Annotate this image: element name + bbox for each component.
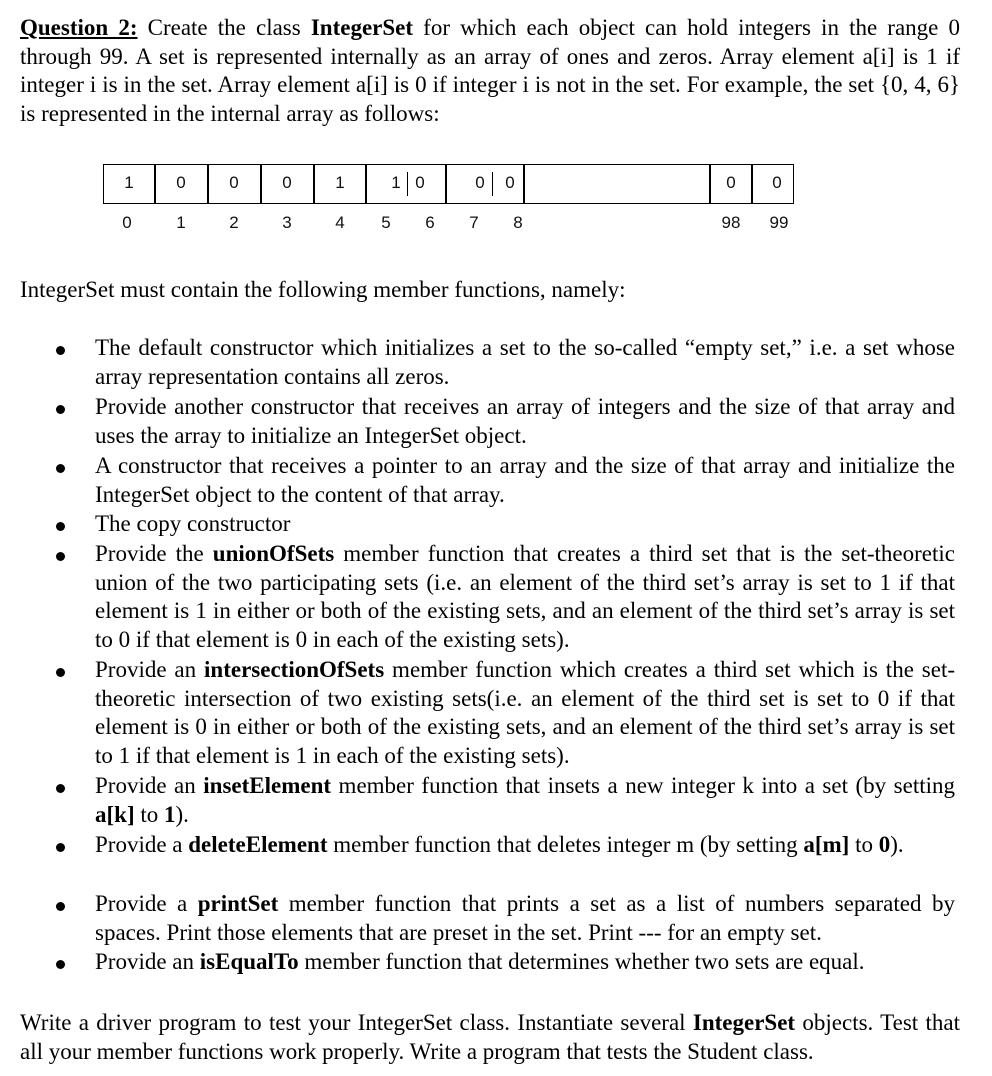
bullet-icon [56, 552, 65, 561]
array-value: 1 [391, 173, 401, 192]
bullet-icon [56, 843, 65, 852]
question-label: Question 2: [20, 15, 138, 40]
cell-divider [492, 172, 493, 196]
list-item: A constructor that receives a pointer to an array and the size of that array and initialize the IntegerSet object to the content of that array. [95, 452, 955, 509]
array-value: 1 [335, 173, 345, 192]
array-value: 0 [176, 173, 186, 192]
intro-text-1: Create the class [137, 15, 311, 40]
bullet-icon [56, 784, 65, 793]
function-name: insetElement [203, 773, 332, 798]
array-index: 6 [425, 213, 435, 232]
array-index: 7 [469, 213, 479, 232]
list-item: The copy constructor [95, 510, 955, 539]
array-value: 0 [229, 173, 239, 192]
bullet-icon [56, 346, 65, 355]
array-value: 0 [772, 173, 782, 192]
list-item: Provide another constructor that receives an array of integers and the size of that array and uses the array to initialize an IntegerSet object. [95, 393, 955, 450]
list-item: Provide the unionOfSets member function that creates a third set that is the set-theoretic union of the two participating sets (i.e. an element of the third set’s array is set to 1 if that element is 1 in either or both of the existing sets, and an element of the third set’s array is set to 0 if that element is 0 in each of the existing sets). [95, 540, 955, 655]
bullet-icon [56, 405, 65, 414]
bullet-icon [56, 464, 65, 473]
bullet-icon [56, 522, 65, 531]
function-name: deleteElement [188, 832, 328, 857]
bullet-icon [56, 960, 65, 969]
class-name: IntegerSet [692, 1010, 796, 1035]
array-value: 0 [505, 173, 515, 192]
list-item: The default constructor which initializes a set to the so-called “empty set,” i.e. a set whose array representation contains all zeros. [95, 334, 955, 391]
array-index: 5 [381, 213, 391, 232]
array-value: 1 [124, 173, 134, 192]
array-index: 99 [769, 213, 789, 232]
function-name: isEqualTo [199, 949, 299, 974]
closing-paragraph: Write a driver program to test your IntegerSet class. Instantiate several IntegerSet objects. Test that all your member functions work properly. Write a program that tests the Student class. [20, 1010, 960, 1064]
array-index: 3 [282, 213, 292, 232]
array-value: 0 [475, 173, 485, 192]
array-index: 98 [721, 213, 741, 232]
cell-divider [407, 172, 408, 196]
array-value: 0 [415, 173, 425, 192]
bullet-icon [56, 668, 65, 677]
functions-heading: IntegerSet must contain the following member functions, namely: [20, 277, 626, 302]
array-index: 8 [513, 213, 523, 232]
array-cell-box [366, 164, 446, 204]
list-item: Provide a deleteElement member function that deletes integer m (by setting a[m] to 0). [95, 831, 955, 860]
function-name: intersectionOfSets [204, 657, 385, 682]
bullet-icon [56, 902, 65, 911]
function-name: unionOfSets [212, 541, 335, 566]
array-index: 1 [176, 213, 186, 232]
array-gap-box [524, 164, 710, 204]
list-item: Provide an insetElement member function that insets a new integer k into a set (by setting a[k] to 1). [95, 772, 955, 829]
array-diagram [0, 0, 992, 250]
intro-text-2: for which each object can hold integers in the range 0 through 99. A set is represented internally as an array of ones and zeros. Array element a[i] is 1 if integer i is in the set. Array element a[i] is 0 if integer i is not in the set. For example, the set {0, 4, 6} is represented in the internal array as follows: [20, 15, 961, 127]
array-index: 4 [335, 213, 345, 232]
array-value: 0 [282, 173, 292, 192]
list-item: Provide an intersectionOfSets member function which creates a third set which is the set-theoretic intersection of two existing sets(i.e. an element of the third set is set to 0 if that element is 0 in either or both of the existing sets, and an element of the third set’s array is set to 1 if that element is 1 in each of the existing sets). [95, 656, 955, 771]
function-name: printSet [197, 891, 279, 916]
array-index: 0 [122, 213, 132, 232]
class-name: IntegerSet [310, 15, 414, 40]
array-value: 0 [726, 173, 736, 192]
list-item: Provide a printSet member function that prints a set as a list of numbers separated by spaces. Print those elements that are preset in the set. Print --- for an empty set. [95, 890, 955, 947]
array-index: 2 [229, 213, 239, 232]
list-item: Provide an isEqualTo member function that determines whether two sets are equal. [95, 948, 955, 977]
